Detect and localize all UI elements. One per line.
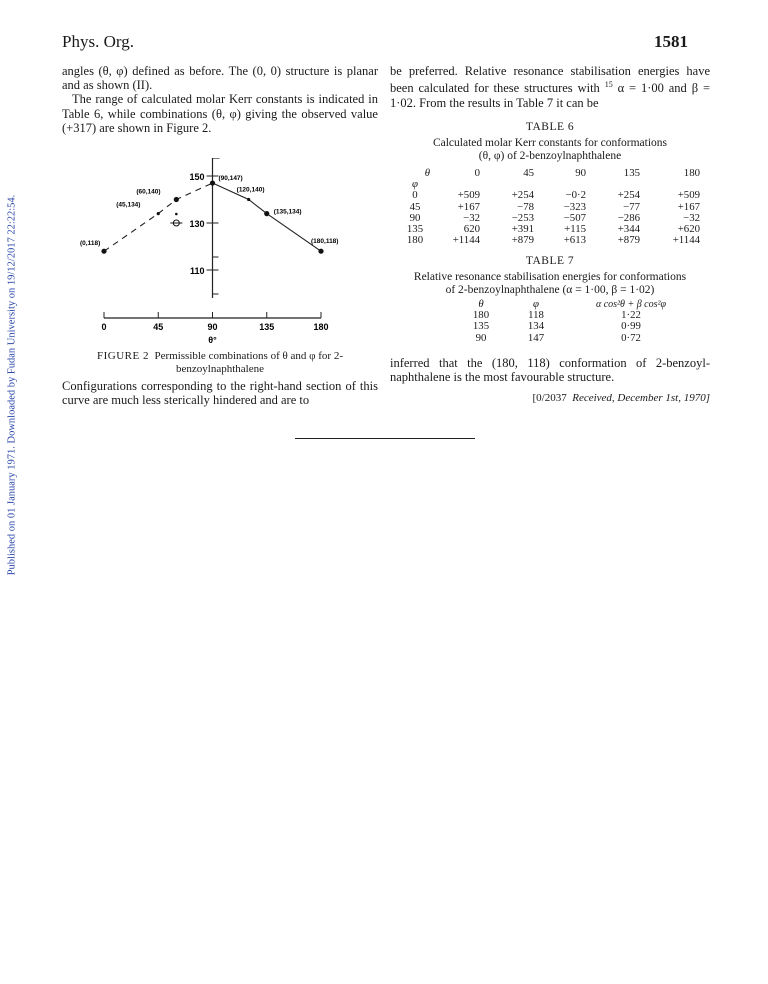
table-6-theta-header: 45 bbox=[523, 167, 534, 179]
data-point bbox=[157, 212, 160, 215]
table-7-cell-phi: 147 bbox=[527, 331, 545, 344]
table-row bbox=[396, 224, 704, 235]
table-7-cell-theta: 135 bbox=[472, 320, 490, 333]
download-watermark: Published on 01 January 1971. Downloaded by Fudan University on 19/12/2017 22:22:54. bbox=[6, 194, 18, 576]
x-tick-label: 135 bbox=[259, 322, 275, 332]
table-row bbox=[462, 310, 690, 321]
right-paragraph-1: be preferred. Relative resonance stabilisation energies have been calculated for these structures with $^{15}$ α = 1·00 and β = 1·02. From the results in Table 7 it can be bbox=[390, 64, 710, 110]
left-column-text bbox=[62, 64, 378, 135]
data-point bbox=[264, 211, 269, 216]
table-6-cell: −323 bbox=[563, 200, 586, 213]
solid-curve bbox=[213, 183, 322, 251]
table-6-cell: +509 bbox=[677, 189, 700, 202]
data-point bbox=[247, 198, 250, 201]
page-number: 1581 bbox=[654, 32, 688, 51]
table-7-caption-1: Relative resonance stabilisation energies for conformations bbox=[413, 271, 687, 283]
table-7-cell-value: 0·99 bbox=[621, 320, 641, 333]
x-tick-label: 90 bbox=[207, 322, 218, 332]
data-point-label: (120,140) bbox=[236, 186, 265, 194]
table-6-cell: +115 bbox=[564, 223, 586, 236]
table-6-phi-value: 45 bbox=[409, 200, 421, 213]
table-6-title: TABLE 6 bbox=[525, 121, 575, 133]
table-row bbox=[396, 202, 704, 213]
figure-caption bbox=[62, 350, 378, 375]
table-row bbox=[396, 235, 704, 246]
table-6-header-row bbox=[396, 168, 704, 179]
table-6-cell: −32 bbox=[463, 211, 480, 224]
table-6-theta-header: 180 bbox=[683, 167, 700, 179]
table-7-header-row bbox=[462, 299, 690, 310]
table-7 bbox=[462, 299, 690, 344]
table-6-cell: +613 bbox=[563, 234, 586, 247]
data-point bbox=[101, 249, 106, 254]
table-7-heading bbox=[390, 255, 710, 297]
table-6-cell: −77 bbox=[623, 200, 640, 213]
data-point-label: (60,140) bbox=[136, 188, 161, 196]
table-6-cell: +620 bbox=[677, 223, 700, 236]
figure-label: FIGURE 2 bbox=[97, 350, 149, 362]
data-point-label: (45,134) bbox=[116, 201, 141, 209]
table-6-cell: +879 bbox=[511, 234, 534, 247]
table-6-phi-symbol: φ bbox=[412, 178, 418, 191]
table-6-caption-1: Calculated molar Kerr constants for conformations bbox=[432, 137, 668, 149]
table-7-caption-2: of 2-benzoylnaphthalene (α = 1·00, β = 1·02) bbox=[445, 284, 655, 296]
table-6-cell: +391 bbox=[511, 223, 534, 236]
table-6 bbox=[396, 168, 704, 246]
table-6-phi-value: 180 bbox=[406, 234, 424, 247]
table-7-cell-value: 1·22 bbox=[621, 309, 641, 322]
table-6-cell: −286 bbox=[617, 211, 640, 224]
table-7-title: TABLE 7 bbox=[525, 255, 575, 267]
right-column-text bbox=[390, 64, 710, 110]
left-paragraph-2: The range of calculated molar Kerr constants is indicated in Table 6, while combinations (θ, φ) giving the observed value (+317) are shown in Figure 2. bbox=[62, 92, 378, 135]
y-tick-label: 110 bbox=[189, 266, 205, 276]
table-6-cell: −0·2 bbox=[565, 189, 586, 202]
table-6-cell: +1144 bbox=[452, 234, 480, 247]
table-6-cell: −507 bbox=[563, 211, 586, 224]
table-6-cell: +344 bbox=[617, 223, 640, 236]
table-6-cell: +167 bbox=[677, 200, 700, 213]
table-7-cell-phi: 134 bbox=[527, 320, 545, 333]
table-7-col-phi: φ bbox=[533, 298, 539, 310]
data-point bbox=[318, 249, 323, 254]
received-line: [0/2037 Received, December 1st, 1970] bbox=[532, 392, 710, 404]
table-6-cell: 620 bbox=[463, 223, 480, 236]
figure-2-chart bbox=[62, 158, 378, 366]
table-7-cell-value: 0·72 bbox=[621, 331, 641, 344]
table-6-phi-row bbox=[396, 179, 704, 190]
table-6-phi-value: 90 bbox=[409, 211, 421, 224]
y-tick-label: 150 bbox=[189, 172, 205, 182]
data-point bbox=[174, 197, 179, 202]
figure-caption-text: Permissible combinations of θ and φ for 2-benzoylnaphthalene bbox=[154, 350, 343, 375]
table-6-cell: +509 bbox=[457, 189, 480, 202]
table-row bbox=[462, 333, 690, 344]
table-7-col-expr: α cos²θ + β cos²φ bbox=[595, 299, 667, 310]
table-6-theta-symbol: θ bbox=[424, 167, 430, 179]
data-point-label: (90,147) bbox=[218, 175, 243, 183]
table-6-phi-value: 135 bbox=[406, 223, 424, 236]
table-6-theta-header: 135 bbox=[623, 167, 640, 179]
table-6-heading bbox=[390, 121, 710, 163]
end-rule bbox=[295, 438, 475, 439]
table-7-cell-theta: 90 bbox=[475, 331, 487, 344]
table-6-theta-header: 0 bbox=[474, 167, 480, 179]
x-tick-label: 0 bbox=[101, 322, 107, 332]
table-row bbox=[462, 321, 690, 332]
y-tick-label: 130 bbox=[189, 219, 205, 229]
table-row bbox=[396, 213, 704, 224]
data-point bbox=[210, 180, 215, 185]
table-6-cell: +1144 bbox=[672, 234, 700, 247]
table-row bbox=[396, 190, 704, 201]
left-paragraph-1: angles (θ, φ) defined as before. The (0, 0) structure is planar and as shown (II). bbox=[62, 64, 378, 93]
left-paragraph-3: Configurations corresponding to the right-hand section of this curve are much less sterically hindered and are to bbox=[62, 379, 378, 408]
table-6-cell: +254 bbox=[617, 189, 640, 202]
table-7-cell-theta: 180 bbox=[472, 309, 490, 322]
table-6-cell: −78 bbox=[517, 200, 534, 213]
x-tick-label: 180 bbox=[313, 322, 329, 332]
table-7-col-theta: θ bbox=[478, 298, 484, 310]
table-6-cell: +167 bbox=[457, 200, 480, 213]
x-axis-label: θ° bbox=[208, 335, 217, 345]
journal-header: Phys. Org. bbox=[62, 32, 134, 51]
reference-superscript: 15 bbox=[604, 80, 613, 90]
table-6-cell: −253 bbox=[511, 211, 534, 224]
table-6-cell: +254 bbox=[511, 189, 534, 202]
table-6-phi-value: 0 bbox=[412, 189, 418, 202]
data-point-label: (135,134) bbox=[273, 208, 302, 216]
right-paragraph-2: inferred that the (180, 118) conformation of 2-benzoyl-naphthalene is the most favourable structure. bbox=[390, 356, 710, 385]
table-6-theta-header: 90 bbox=[575, 167, 586, 179]
table-6-caption-2: (θ, φ) of 2-benzoylnaphthalene bbox=[478, 150, 622, 162]
marker-dot bbox=[175, 213, 178, 216]
table-6-cell: −32 bbox=[683, 211, 700, 224]
data-point-label: (180,118) bbox=[311, 238, 339, 246]
x-tick-label: 45 bbox=[153, 322, 164, 332]
data-point-label: (0,118) bbox=[80, 240, 101, 248]
table-6-cell: +879 bbox=[617, 234, 640, 247]
table-7-cell-phi: 118 bbox=[528, 309, 544, 322]
